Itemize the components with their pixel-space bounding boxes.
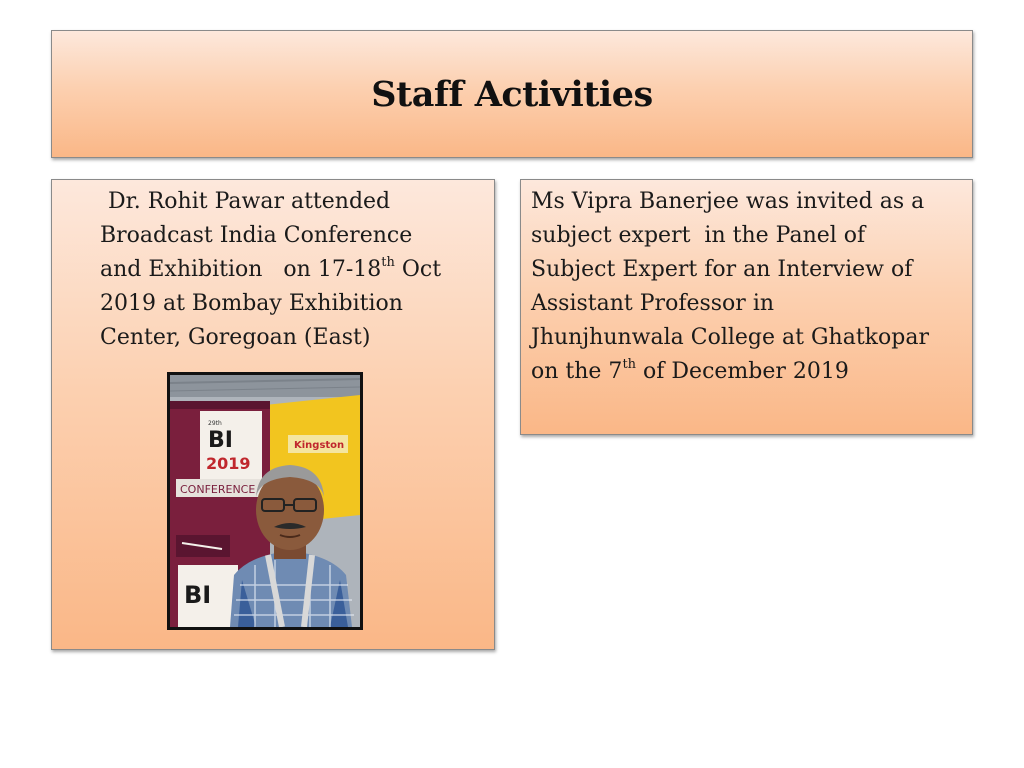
sign-brand: Kingston bbox=[294, 440, 345, 451]
right-line-5: Jhunjhunwala College at Ghatkopar bbox=[531, 325, 929, 350]
sign-edition: 29th bbox=[208, 420, 222, 427]
right-line-6-b: of December 2019 bbox=[636, 359, 849, 384]
title-banner bbox=[51, 30, 973, 158]
left-activity-panel bbox=[51, 179, 495, 650]
right-line-3: Subject Expert for an Interview of bbox=[531, 257, 913, 282]
left-activity-text bbox=[100, 185, 490, 355]
left-line-3-b: Oct bbox=[394, 257, 442, 282]
right-line-6 bbox=[531, 355, 971, 389]
right-activity-text bbox=[531, 185, 971, 389]
sign-year: 2019 bbox=[206, 454, 251, 473]
right-activity-panel bbox=[520, 179, 973, 435]
left-line-1: Dr. Rohit Pawar attended bbox=[108, 189, 391, 214]
left-line-4: 2019 at Bombay Exhibition bbox=[100, 291, 403, 316]
sign-bi-bottom: BI bbox=[184, 581, 212, 609]
right-line-4: Assistant Professor in bbox=[531, 291, 775, 316]
right-line-6-sup: th bbox=[622, 356, 637, 372]
right-line-1: Ms Vipra Banerjee was invited as a bbox=[531, 189, 925, 214]
sign-bi-top: BI bbox=[208, 428, 233, 453]
sign-conference: CONFERENCE bbox=[180, 483, 256, 496]
left-line-3-a: and Exhibition on 17-18 bbox=[100, 257, 382, 282]
right-line-2: subject expert in the Panel of bbox=[531, 223, 866, 248]
left-line-3-sup: th bbox=[381, 254, 395, 270]
slide-title: Staff Activities bbox=[371, 73, 653, 115]
right-line-6-a: on the 7 bbox=[531, 359, 623, 384]
left-line-5: Center, Goregoan (East) bbox=[100, 325, 371, 350]
left-line-2: Broadcast India Conference bbox=[100, 223, 413, 248]
event-photo bbox=[167, 372, 363, 630]
left-line-3 bbox=[100, 253, 490, 287]
